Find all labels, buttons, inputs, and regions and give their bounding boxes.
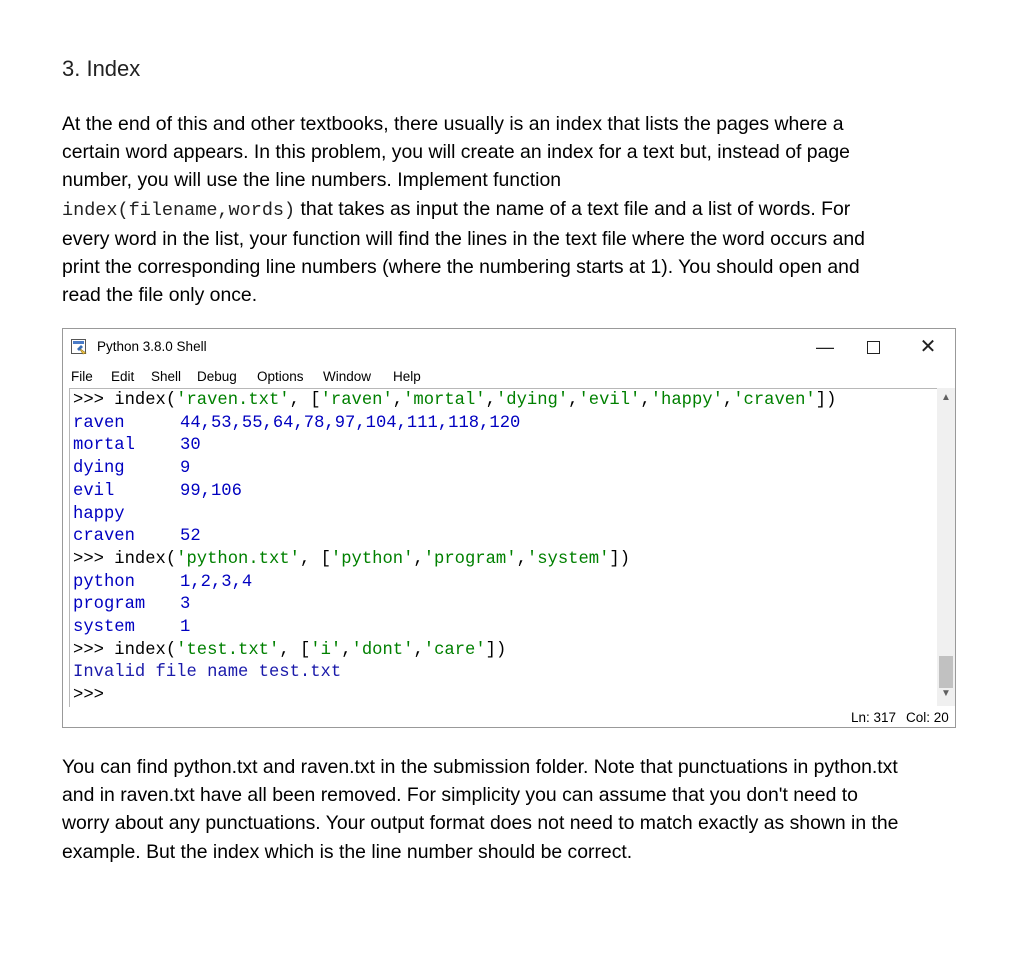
punctuation: ,	[640, 391, 651, 410]
word-argument: 'dont'	[351, 640, 414, 660]
menu-edit[interactable]: Edit	[111, 369, 135, 384]
menu-debug[interactable]: Debug	[197, 369, 237, 384]
index-word: dying	[73, 459, 125, 479]
menu-help[interactable]: Help	[393, 369, 421, 384]
menu-shell[interactable]: Shell	[151, 369, 182, 384]
function-call: index(	[114, 640, 177, 660]
punctuation: ,	[485, 391, 496, 410]
error-message: Invalid file name test.txt	[73, 663, 342, 683]
filename-argument: 'python.txt'	[176, 549, 300, 569]
intro-paragraph	[62, 110, 902, 309]
punctuation: ,	[516, 549, 527, 569]
index-word: python	[73, 572, 135, 592]
word-argument: 'python'	[330, 549, 414, 569]
punctuation: , [	[289, 391, 321, 410]
index-word: evil	[73, 481, 115, 501]
line-numbers: 1,2,3,4	[180, 572, 253, 592]
punctuation: ])	[815, 391, 837, 410]
word-argument: 'raven'	[320, 391, 393, 410]
word-argument: 'system'	[526, 549, 610, 569]
index-output-line	[73, 617, 191, 639]
shell-prompt: >>>	[73, 549, 115, 569]
word-argument: 'mortal'	[403, 391, 486, 410]
scroll-thumb[interactable]	[939, 656, 953, 688]
word-argument: 'i'	[310, 640, 342, 660]
word-argument: 'evil'	[578, 391, 641, 410]
punctuation: ,	[341, 640, 352, 660]
line-numbers: 52	[180, 527, 201, 547]
maximize-icon	[867, 341, 880, 354]
status-column-number: Col: 20	[906, 710, 949, 725]
shell-command-line	[73, 390, 836, 412]
word-argument: 'happy'	[650, 391, 723, 410]
intro-text-start: At the end of this and other textbooks, there usually is an index that lists the pages where a certain word appears. In this problem, you will create an index for a text but, instead of page number, you will use the line numbers. Implement function	[62, 113, 850, 192]
index-word: happy	[73, 504, 125, 524]
index-word: program	[73, 595, 146, 615]
shell-prompt-line	[73, 685, 104, 707]
scroll-up-arrow-icon[interactable]: ▲	[941, 392, 951, 403]
close-button[interactable]: ✕	[919, 336, 937, 358]
punctuation: ,	[392, 391, 404, 410]
closing-paragraph: You can find python.txt and raven.txt in the submission folder. Note that punctuations in python.txt and in raven.txt have all been removed. For simplicity you can assume that you don't need to worry about any punctuations. Your output format does not need to match exactly as shown in the example. But the index which is the line number should be correct.	[62, 756, 899, 863]
shell-output-area[interactable]	[69, 388, 938, 707]
index-output-line	[73, 458, 191, 480]
menu-file[interactable]: File	[71, 369, 93, 384]
index-output-line	[73, 594, 191, 616]
index-output-line	[73, 481, 242, 503]
menu-bar	[63, 365, 955, 389]
index-output-line	[73, 526, 201, 548]
line-numbers: 9	[180, 459, 191, 479]
punctuation: ])	[485, 640, 507, 660]
index-word: craven	[73, 527, 135, 547]
window-title: Python 3.8.0 Shell	[97, 339, 207, 354]
shell-prompt: >>>	[73, 640, 115, 660]
index-word: raven	[73, 413, 125, 433]
index-output-line	[73, 572, 253, 594]
shell-prompt: >>>	[73, 686, 104, 706]
python-shell-icon	[71, 339, 89, 355]
function-call: index(	[114, 549, 177, 569]
minimize-button[interactable]: —	[816, 337, 834, 357]
section-heading: 3. Index	[62, 56, 141, 81]
line-numbers: 99,106	[180, 481, 242, 501]
menu-options[interactable]: Options	[257, 369, 304, 384]
function-call: index(	[114, 391, 177, 410]
filename-argument: 'raven.txt'	[176, 391, 290, 410]
shell-prompt: >>>	[73, 391, 115, 410]
status-line-number: Ln: 317	[851, 710, 897, 725]
error-message-line	[73, 662, 341, 684]
menu-window[interactable]: Window	[323, 369, 372, 384]
index-output-line	[73, 504, 125, 526]
punctuation: ,	[413, 549, 424, 569]
punctuation: ,	[722, 391, 734, 410]
line-numbers: 30	[180, 436, 201, 456]
word-argument: 'craven'	[733, 391, 816, 410]
intro-text-end: that takes as input the name of a text file and a list of words. For every word in the list, your function will find the lines in the text file where the word occurs and print the corresponding line numbers (where the numbering starts at 1). You should open and read the file only once.	[62, 197, 865, 307]
punctuation: , [	[279, 640, 311, 660]
scroll-down-arrow-icon[interactable]: ▼	[941, 688, 951, 699]
vertical-scrollbar[interactable]	[937, 388, 955, 706]
index-output-line	[73, 413, 521, 435]
punctuation: ,	[413, 640, 424, 660]
word-argument: 'care'	[423, 640, 486, 660]
punctuation: ])	[609, 549, 631, 569]
index-word: system	[73, 618, 135, 637]
python-shell-window	[62, 328, 956, 728]
title-bar	[63, 329, 955, 365]
filename-argument: 'test.txt'	[176, 640, 280, 660]
index-output-line	[73, 435, 201, 457]
word-argument: 'program'	[423, 549, 517, 569]
word-argument: 'dying'	[495, 391, 569, 410]
function-signature: index(filename,words)	[62, 199, 296, 221]
line-numbers: 44,53,55,64,78,97,104,111,118,120	[180, 413, 521, 433]
line-numbers: 3	[180, 595, 191, 615]
shell-command-line	[73, 640, 506, 662]
punctuation: ,	[568, 391, 579, 410]
punctuation: , [	[299, 549, 331, 569]
shell-command-line	[73, 549, 630, 571]
line-numbers: 1	[180, 618, 191, 637]
index-word: mortal	[73, 436, 135, 456]
maximize-button[interactable]	[853, 333, 893, 361]
